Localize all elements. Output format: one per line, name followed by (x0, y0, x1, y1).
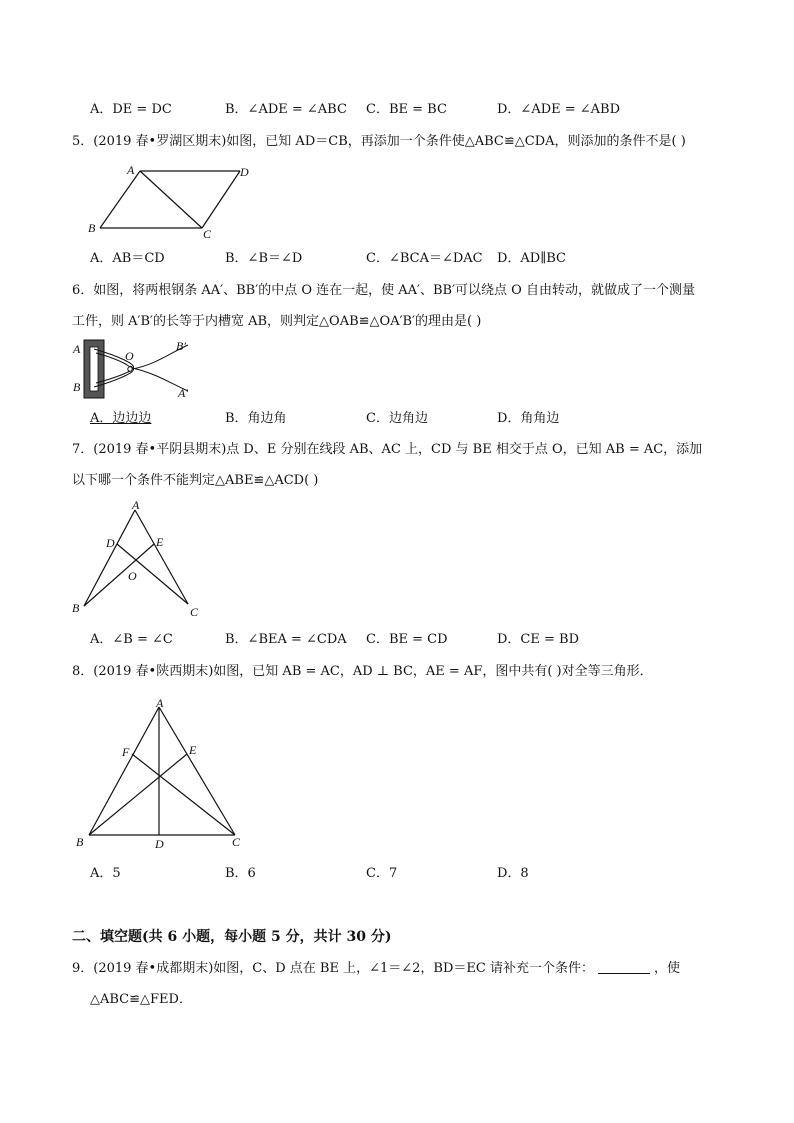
q7-options (90, 631, 730, 649)
q7-stem-line1: 7．(2019 春•平阴县期末)点 D、E 分别在线段 AB、AC 上，CD 与 BE 相交于点 O，已知 AB = AC，添加 (72, 442, 703, 457)
q6-option-a[interactable]: A．边边边 (90, 411, 152, 426)
q8-label-e: E (189, 743, 197, 757)
q5-option-c[interactable]: C．∠BCA＝∠DAC (366, 251, 483, 266)
q7-label-b: B (72, 601, 80, 615)
q7-label-c: C (190, 605, 199, 619)
q5-parallelogram-figure (82, 158, 262, 240)
q5-options (90, 250, 730, 268)
q5-option-d[interactable]: D．AD∥BC (497, 251, 566, 266)
q8-label-b: B (76, 835, 84, 849)
q5-label-a: A (127, 163, 135, 177)
q7-label-d: D (106, 536, 115, 550)
q9-stem-line2: △ABC≌△FED． (90, 992, 192, 1007)
q7-triangle-figure (68, 498, 208, 620)
q4-option-a[interactable]: A．DE = DC (90, 102, 172, 117)
q6-option-d[interactable]: D．角角边 (497, 411, 560, 426)
q6-option-b[interactable]: B．角边角 (225, 411, 287, 426)
q8-label-f: F (122, 745, 130, 759)
q8-label-d: D (155, 837, 164, 851)
q8-option-b[interactable]: B．6 (225, 866, 256, 881)
q6-label-b-prime: B′ (176, 339, 186, 353)
q5-label-b: B (88, 221, 96, 235)
q4-option-c[interactable]: C．BE = BC (366, 102, 447, 117)
q4-option-b[interactable]: B．∠ADE = ∠ABC (225, 102, 347, 117)
q6-stem-line1: 6．如图，将两根钢条 AA′、BB′的中点 O 连在一起，使 AA′、BB′可以绕点 O 自由转动，就做成了一个测量 (72, 283, 695, 298)
q8-options (90, 865, 730, 883)
q6-measuring-tool-figure (70, 335, 200, 403)
q9-stem-line1 (72, 960, 680, 978)
q6-label-o: O (125, 349, 134, 363)
q8-option-d[interactable]: D．8 (497, 866, 529, 881)
q6-options (90, 410, 730, 428)
q7-option-b[interactable]: B．∠BEA = ∠CDA (225, 632, 347, 647)
q4-options (90, 101, 730, 119)
q9-answer-blank[interactable] (598, 961, 650, 974)
q6-label-a: A (73, 342, 81, 356)
q8-stem: 8．(2019 春•陕西期末)如图，已知 AB = AC，AD ⊥ BC，AE = AF，图中共有( )对全等三角形． (72, 664, 653, 679)
q8-option-a[interactable]: A．5 (90, 866, 121, 881)
q6-label-b: B (73, 380, 81, 394)
q8-isosceles-triangle-figure (70, 694, 250, 854)
q7-option-d[interactable]: D．CE = BD (497, 632, 579, 647)
q5-label-d: D (240, 165, 249, 179)
q7-label-o: O (128, 569, 137, 583)
section-fill-in-title: 二、填空题(共 6 小题，每小题 5 分，共计 30 分) (72, 929, 392, 945)
q9-stem-suffix: ，使 (653, 961, 680, 976)
q5-stem: 5．(2019 春•罗湖区期末)如图，已知 AD＝CB，再添加一个条件使△ABC≌△CDA，则添加的条件不是( ) (72, 134, 686, 149)
q7-stem-line2: 以下哪一个条件不能判定△ABE≌△ACD( ) (72, 473, 319, 488)
q7-option-c[interactable]: C．BE = CD (366, 632, 448, 647)
q7-label-e: E (156, 535, 164, 549)
q6-label-a-prime: A′ (178, 386, 188, 400)
q8-label-a: A (156, 696, 164, 710)
q6-option-c[interactable]: C．边角边 (366, 411, 428, 426)
q5-option-a[interactable]: A．AB＝CD (90, 251, 165, 266)
q6-stem-line2: 工件，则 A′B′的长等于内槽宽 AB，则判定△OAB≌△OA′B′的理由是( ) (72, 314, 482, 329)
q9-stem-text: 9．(2019 春•成都期末)如图，C、D 点在 BE 上，∠1＝∠2，BD＝EC 请补充一个条件： (72, 961, 594, 976)
q7-label-a: A (132, 498, 140, 512)
q4-option-d[interactable]: D．∠ADE = ∠ABD (497, 102, 621, 117)
q5-option-b[interactable]: B．∠B＝∠D (225, 251, 303, 266)
q8-option-c[interactable]: C．7 (366, 866, 398, 881)
q8-label-c: C (232, 835, 241, 849)
q7-option-a[interactable]: A．∠B = ∠C (90, 632, 173, 647)
q5-label-c: C (203, 227, 212, 241)
